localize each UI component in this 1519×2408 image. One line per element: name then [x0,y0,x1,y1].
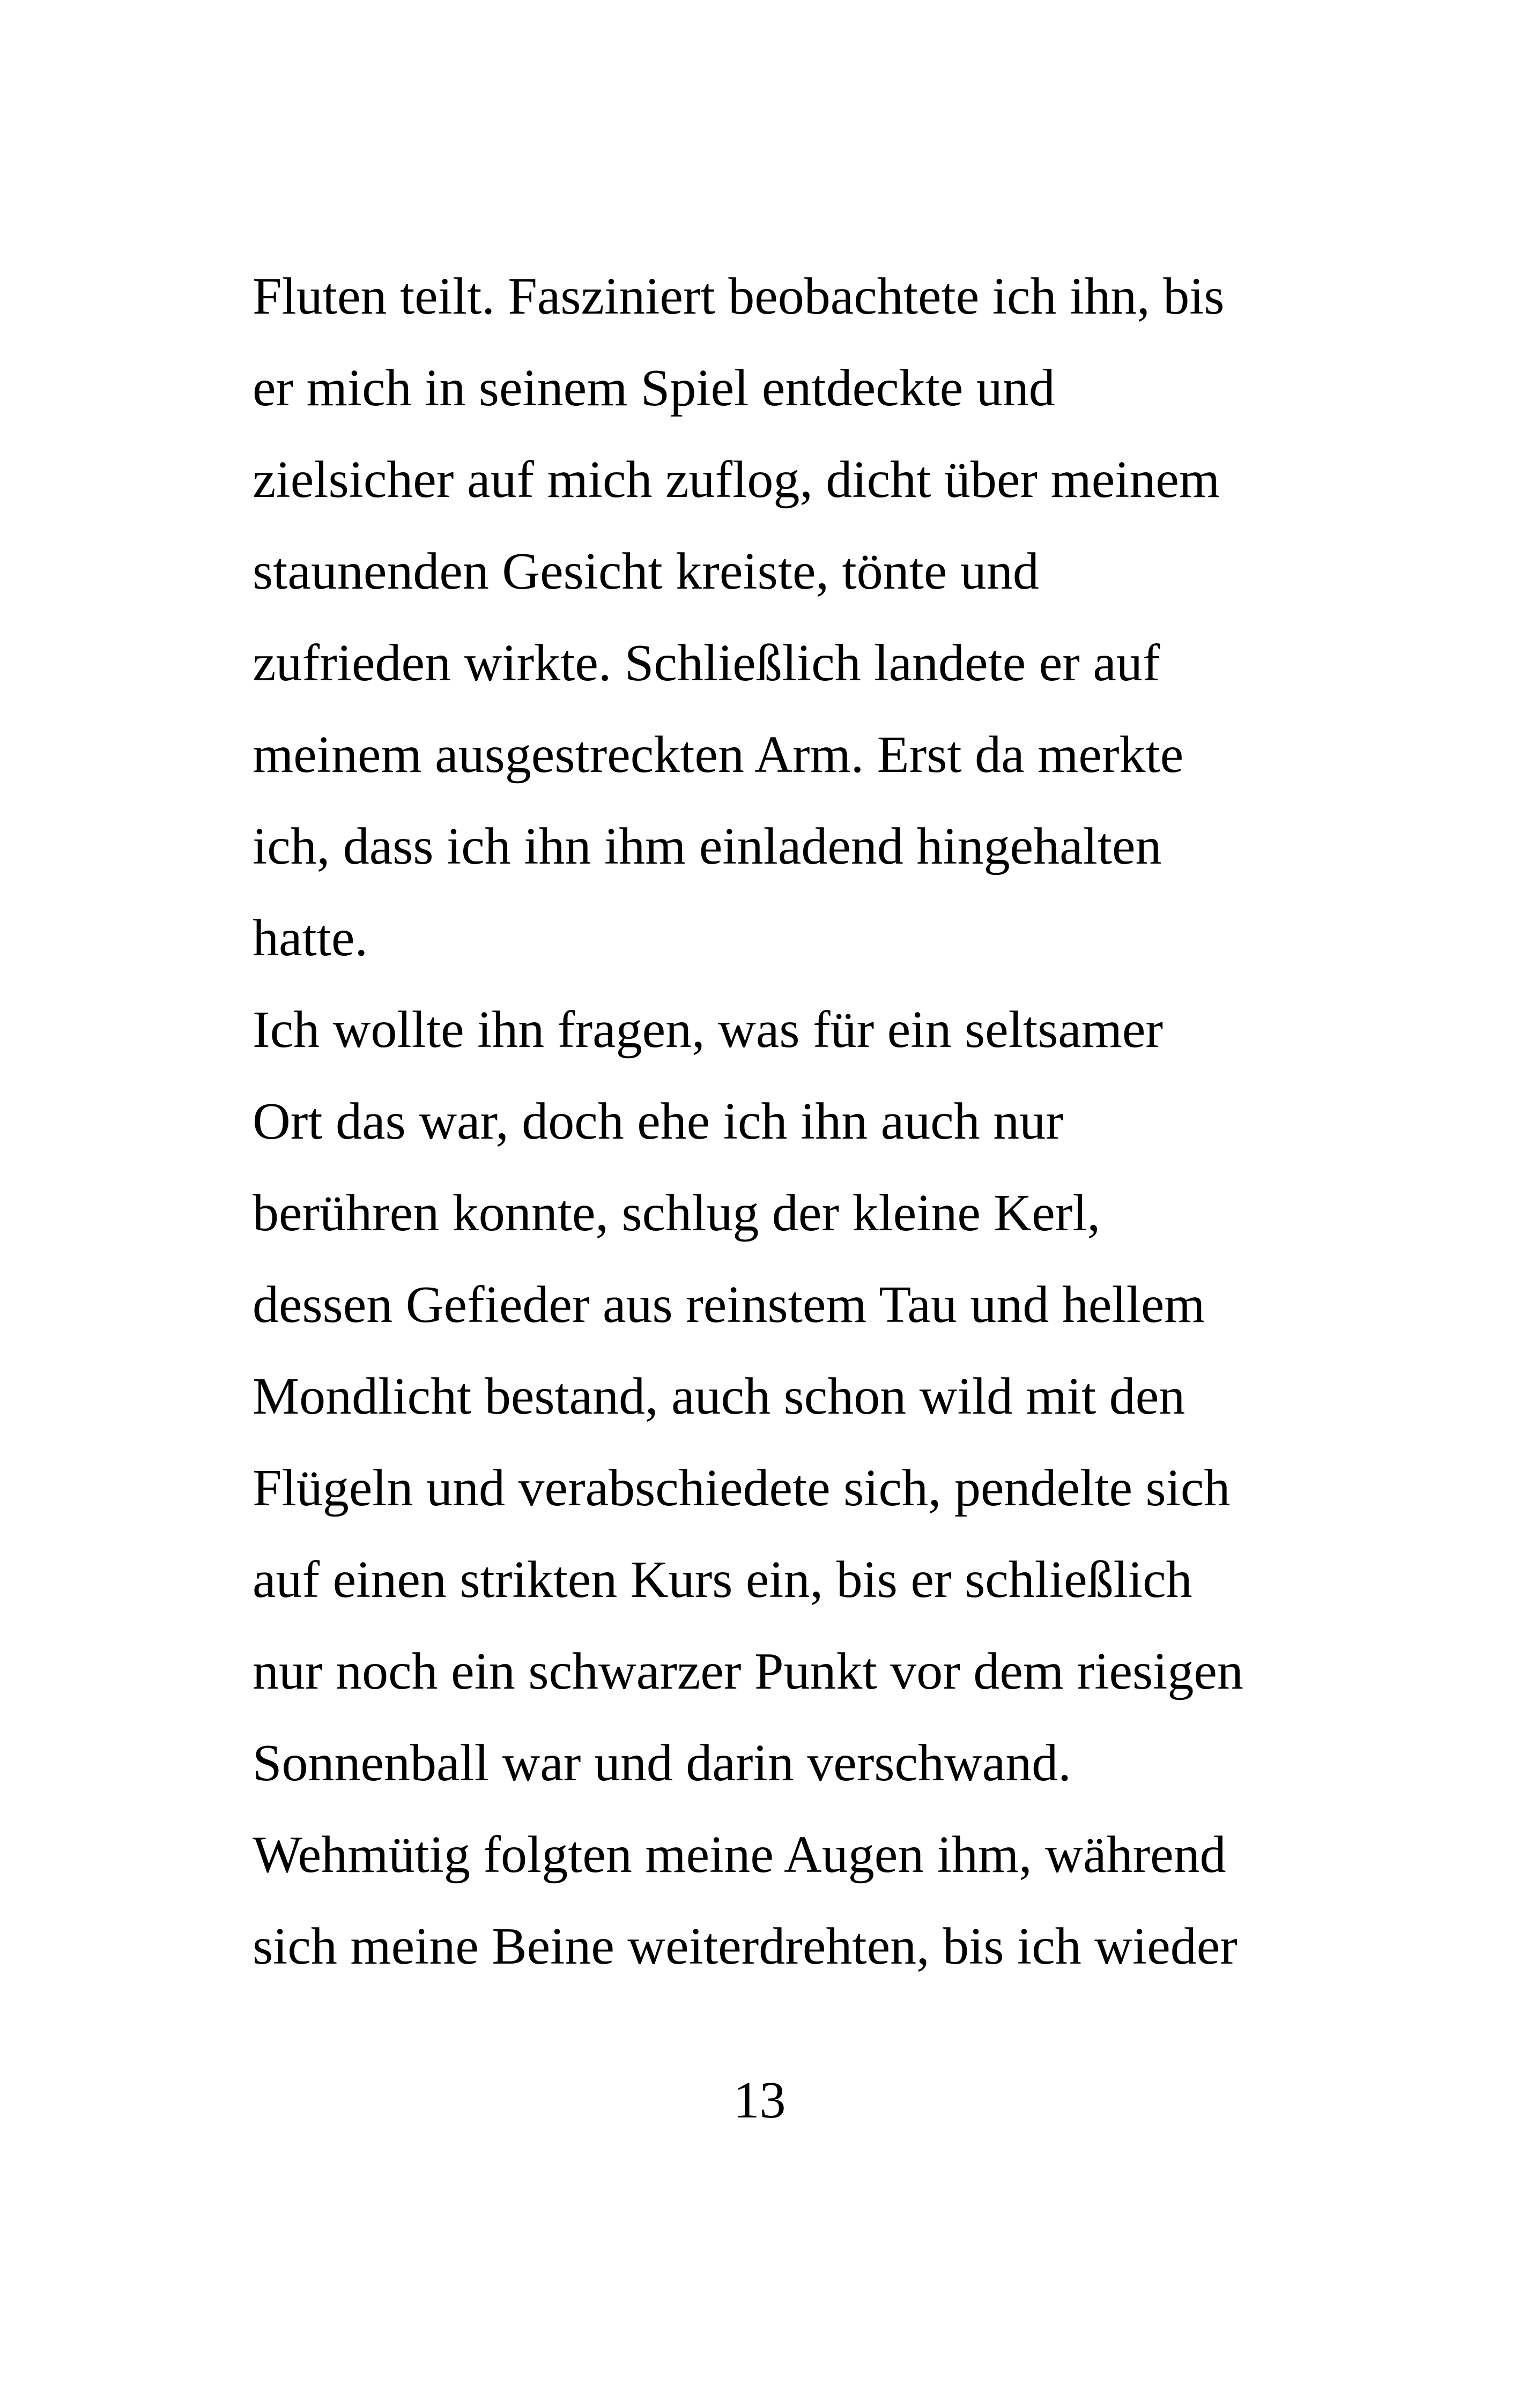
text-line: dessen Gefieder aus reinstem Tau und hellem [253,1276,1205,1334]
body-text [253,251,1298,1993]
text-line: er mich in seinem Spiel entdeckte und [253,359,1055,417]
text-line: hatte. [253,909,368,967]
text-line: Fluten teilt. Fasziniert beobachtete ich ihn, bis [253,267,1225,325]
text-line: nur noch ein schwarzer Punkt vor dem riesigen [253,1643,1243,1700]
text-line: auf einen strikten Kurs ein, bis er schließlich [253,1551,1192,1609]
text-line: Mondlicht bestand, auch schon wild mit den [253,1367,1185,1425]
text-line: meinem ausgestreckten Arm. Erst da merkte [253,726,1184,784]
page-number: 13 [733,2071,786,2129]
text-line: sich meine Beine weiterdrehten, bis ich wieder [253,1918,1238,1975]
text-line: Sonnenball war und darin verschwand. [253,1734,1071,1792]
text-line: Wehmütig folgten meine Augen ihm, während [253,1826,1226,1884]
text-line: ich, dass ich ihn ihm einladend hingehalten [253,817,1162,875]
text-line: zielsicher auf mich zuflog, dicht über meinem [253,451,1220,509]
text-line: zufrieden wirkte. Schließlich landete er auf [253,634,1160,692]
text-line: Flügeln und verabschiedete sich, pendelte sich [253,1459,1231,1517]
text-line: Ort das war, doch ehe ich ihn auch nur [253,1092,1063,1150]
text-line: berühren konnte, schlug der kleine Kerl, [253,1184,1101,1242]
text-line: staunenden Gesicht kreiste, tönte und [253,542,1039,600]
text-line: Ich wollte ihn fragen, was für ein seltsamer [253,1001,1164,1059]
